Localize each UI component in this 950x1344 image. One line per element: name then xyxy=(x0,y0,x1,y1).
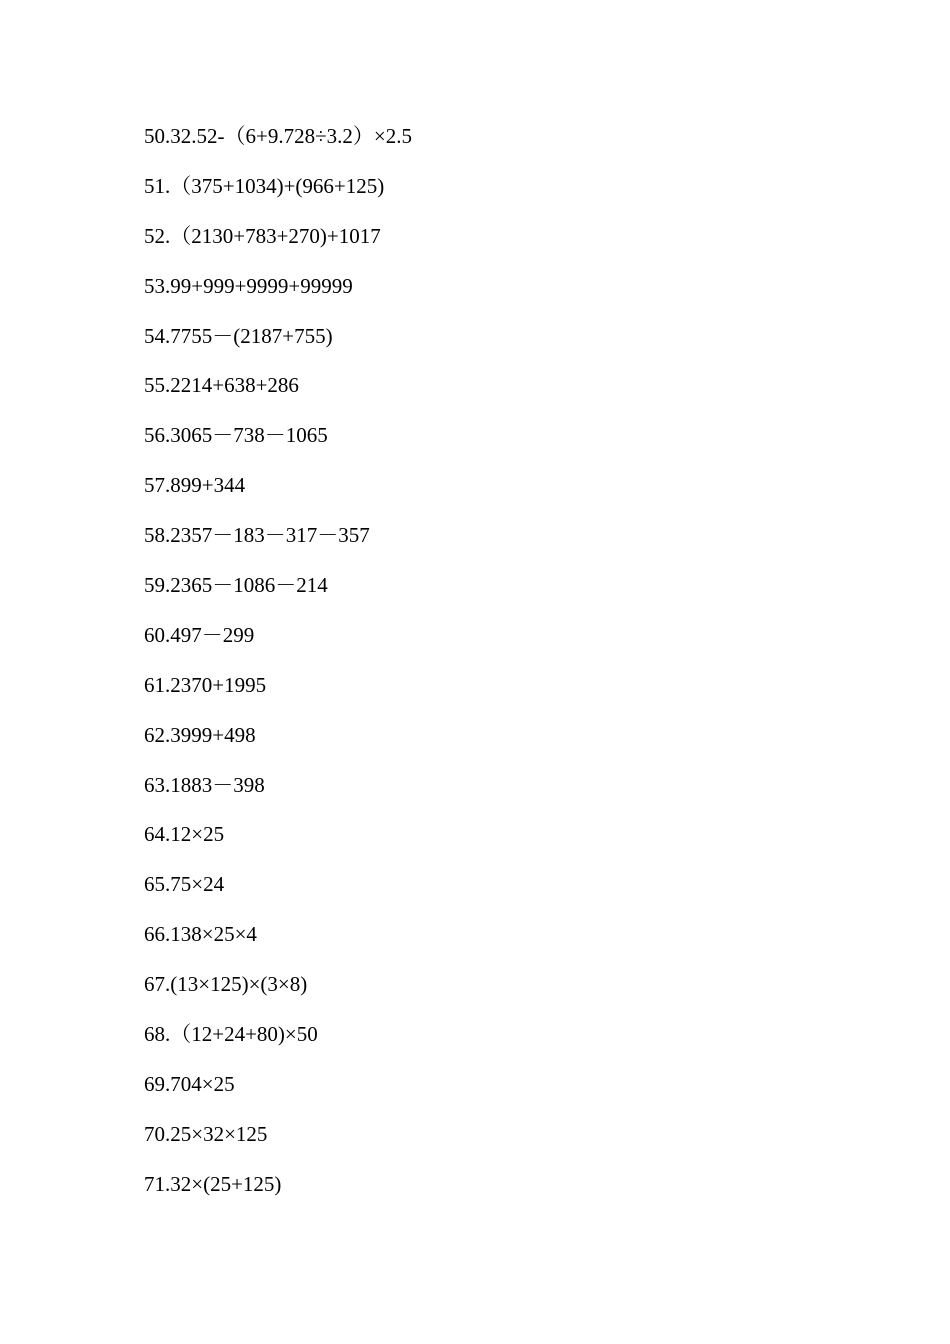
problem-item: 70.25×32×125 xyxy=(144,1121,268,1146)
problem-item: 58.2357－183－317－357 xyxy=(144,523,370,548)
problem-item: 67.(13×125)×(3×8) xyxy=(144,972,308,997)
problem-list xyxy=(144,120,412,1218)
problem-item: 61.2370+1995 xyxy=(144,672,267,697)
problem-item: 60.497－299 xyxy=(144,622,255,647)
problem-item: 55.2214+638+286 xyxy=(144,373,299,398)
problem-item: 71.32×(25+125) xyxy=(144,1171,282,1196)
problem-item: 54.7755－(2187+755) xyxy=(144,323,333,348)
problem-item: 52.（2130+783+270)+1017 xyxy=(144,223,381,248)
problem-item: 50.32.52-（6+9.728÷3.2）×2.5 xyxy=(144,124,412,148)
problem-item: 56.3065－738－1065 xyxy=(144,423,328,448)
problem-item: 62.3999+498 xyxy=(144,722,256,747)
problem-item: 69.704×25 xyxy=(144,1071,235,1096)
problem-item: 53.99+999+9999+99999 xyxy=(144,273,353,298)
problem-item: 66.138×25×4 xyxy=(144,922,257,947)
problem-item: 64.12×25 xyxy=(144,822,225,847)
problem-item: 57.899+344 xyxy=(144,473,246,498)
problem-item: 63.1883－398 xyxy=(144,772,265,797)
problem-item: 59.2365－1086－214 xyxy=(144,573,328,598)
problem-item: 65.75×24 xyxy=(144,872,225,897)
problem-item: 68.（12+24+80)×50 xyxy=(144,1022,318,1047)
problem-item: 51.（375+1034)+(966+125) xyxy=(144,173,385,198)
